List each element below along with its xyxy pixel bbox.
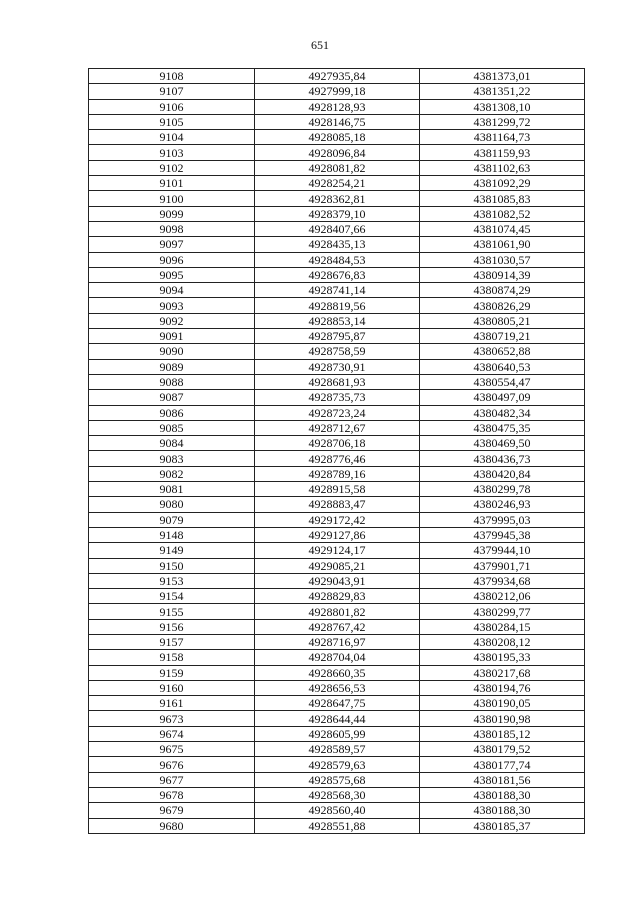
- x-coordinate-cell: 4928660,35: [255, 665, 420, 680]
- x-coordinate-cell: 4928085,18: [255, 130, 420, 145]
- y-coordinate-cell: 4381308,10: [420, 99, 585, 114]
- x-coordinate-cell: 4928915,58: [255, 482, 420, 497]
- y-coordinate-cell: 4379901,71: [420, 558, 585, 573]
- point-number-cell: 9084: [89, 436, 255, 451]
- y-coordinate-cell: 4381351,22: [420, 84, 585, 99]
- y-coordinate-cell: 4381159,93: [420, 145, 585, 160]
- table-row: [89, 589, 585, 604]
- point-number-cell: 9150: [89, 558, 255, 573]
- point-number-cell: 9149: [89, 543, 255, 558]
- point-number-cell: 9156: [89, 619, 255, 634]
- x-coordinate-cell: 4928883,47: [255, 497, 420, 512]
- table-row: [89, 650, 585, 665]
- point-number-cell: 9148: [89, 527, 255, 542]
- table-row: [89, 191, 585, 206]
- y-coordinate-cell: 4380190,98: [420, 711, 585, 726]
- y-coordinate-cell: 4380805,21: [420, 313, 585, 328]
- table-row: [89, 237, 585, 252]
- x-coordinate-cell: 4928575,68: [255, 772, 420, 787]
- table-row: [89, 742, 585, 757]
- point-number-cell: 9102: [89, 160, 255, 175]
- x-coordinate-cell: 4928254,21: [255, 176, 420, 191]
- y-coordinate-cell: 4380212,06: [420, 589, 585, 604]
- x-coordinate-cell: 4928704,04: [255, 650, 420, 665]
- x-coordinate-cell: 4928681,93: [255, 374, 420, 389]
- table-row: [89, 482, 585, 497]
- point-number-cell: 9087: [89, 390, 255, 405]
- table-row: [89, 99, 585, 114]
- x-coordinate-cell: 4928801,82: [255, 604, 420, 619]
- y-coordinate-cell: 4380185,12: [420, 726, 585, 741]
- table-row: [89, 206, 585, 221]
- point-number-cell: 9092: [89, 313, 255, 328]
- table-row: [89, 344, 585, 359]
- x-coordinate-cell: 4928723,24: [255, 405, 420, 420]
- x-coordinate-cell: 4928560,40: [255, 803, 420, 818]
- y-coordinate-cell: 4380217,68: [420, 665, 585, 680]
- y-coordinate-cell: 4381085,83: [420, 191, 585, 206]
- x-coordinate-cell: 4928589,57: [255, 742, 420, 757]
- x-coordinate-cell: 4928146,75: [255, 114, 420, 129]
- table-row: [89, 374, 585, 389]
- x-coordinate-cell: 4928819,56: [255, 298, 420, 313]
- point-number-cell: 9081: [89, 482, 255, 497]
- point-number-cell: 9675: [89, 742, 255, 757]
- x-coordinate-cell: 4928795,87: [255, 329, 420, 344]
- x-coordinate-cell: 4928767,42: [255, 619, 420, 634]
- y-coordinate-cell: 4380188,30: [420, 803, 585, 818]
- x-coordinate-cell: 4928741,14: [255, 283, 420, 298]
- y-coordinate-cell: 4379995,03: [420, 512, 585, 527]
- y-coordinate-cell: 4380420,84: [420, 466, 585, 481]
- y-coordinate-cell: 4381102,63: [420, 160, 585, 175]
- y-coordinate-cell: 4380179,52: [420, 742, 585, 757]
- page-number: 651: [311, 38, 329, 52]
- table-row: [89, 466, 585, 481]
- point-number-cell: 9090: [89, 344, 255, 359]
- table-row: [89, 221, 585, 236]
- x-coordinate-cell: 4928789,16: [255, 466, 420, 481]
- table-row: [89, 420, 585, 435]
- point-number-cell: 9083: [89, 451, 255, 466]
- x-coordinate-cell: 4928776,46: [255, 451, 420, 466]
- y-coordinate-cell: 4381164,73: [420, 130, 585, 145]
- y-coordinate-cell: 4379934,68: [420, 573, 585, 588]
- x-coordinate-cell: 4928676,83: [255, 267, 420, 282]
- table-row: [89, 527, 585, 542]
- x-coordinate-cell: 4928081,82: [255, 160, 420, 175]
- table-row: [89, 267, 585, 282]
- table-row: [89, 573, 585, 588]
- table-row: [89, 634, 585, 649]
- x-coordinate-cell: 4928758,59: [255, 344, 420, 359]
- point-number-cell: 9080: [89, 497, 255, 512]
- table-row: [89, 359, 585, 374]
- x-coordinate-cell: 4928829,83: [255, 589, 420, 604]
- point-number-cell: 9108: [89, 69, 255, 84]
- point-number-cell: 9100: [89, 191, 255, 206]
- x-coordinate-cell: 4928712,67: [255, 420, 420, 435]
- x-coordinate-cell: 4928605,99: [255, 726, 420, 741]
- table-row: [89, 543, 585, 558]
- table-row: [89, 451, 585, 466]
- point-number-cell: 9104: [89, 130, 255, 145]
- x-coordinate-cell: 4928706,18: [255, 436, 420, 451]
- x-coordinate-cell: 4928644,44: [255, 711, 420, 726]
- table-row: [89, 726, 585, 741]
- table-row: [89, 665, 585, 680]
- point-number-cell: 9094: [89, 283, 255, 298]
- point-number-cell: 9091: [89, 329, 255, 344]
- y-coordinate-cell: 4380284,15: [420, 619, 585, 634]
- table-row: [89, 772, 585, 787]
- point-number-cell: 9674: [89, 726, 255, 741]
- x-coordinate-cell: 4928096,84: [255, 145, 420, 160]
- x-coordinate-cell: 4929043,91: [255, 573, 420, 588]
- x-coordinate-cell: 4928716,97: [255, 634, 420, 649]
- y-coordinate-cell: 4380469,50: [420, 436, 585, 451]
- x-coordinate-cell: 4928435,13: [255, 237, 420, 252]
- table-row: [89, 390, 585, 405]
- table-row: [89, 696, 585, 711]
- table-row: [89, 145, 585, 160]
- x-coordinate-cell: 4928128,93: [255, 99, 420, 114]
- table-row: [89, 298, 585, 313]
- x-coordinate-cell: 4928656,53: [255, 680, 420, 695]
- point-number-cell: 9095: [89, 267, 255, 282]
- table-row: [89, 69, 585, 84]
- table-row: [89, 619, 585, 634]
- point-number-cell: 9680: [89, 818, 255, 833]
- y-coordinate-cell: 4380719,21: [420, 329, 585, 344]
- x-coordinate-cell: 4929172,42: [255, 512, 420, 527]
- point-number-cell: 9096: [89, 252, 255, 267]
- table-row: [89, 313, 585, 328]
- point-number-cell: 9677: [89, 772, 255, 787]
- table-row: [89, 558, 585, 573]
- table-body: [89, 69, 585, 834]
- y-coordinate-cell: 4380497,09: [420, 390, 585, 405]
- y-coordinate-cell: 4380185,37: [420, 818, 585, 833]
- y-coordinate-cell: 4380190,05: [420, 696, 585, 711]
- point-number-cell: 9153: [89, 573, 255, 588]
- table-row: [89, 680, 585, 695]
- y-coordinate-cell: 4381074,45: [420, 221, 585, 236]
- y-coordinate-cell: 4380194,76: [420, 680, 585, 695]
- y-coordinate-cell: 4380177,74: [420, 757, 585, 772]
- y-coordinate-cell: 4379944,10: [420, 543, 585, 558]
- y-coordinate-cell: 4380482,34: [420, 405, 585, 420]
- table-row: [89, 787, 585, 802]
- point-number-cell: 9676: [89, 757, 255, 772]
- coordinates-table: [88, 68, 585, 834]
- y-coordinate-cell: 4380246,93: [420, 497, 585, 512]
- table-row: [89, 160, 585, 175]
- table-row: [89, 114, 585, 129]
- table-row: [89, 757, 585, 772]
- table-row: [89, 803, 585, 818]
- table-row: [89, 711, 585, 726]
- table-row: [89, 252, 585, 267]
- x-coordinate-cell: 4928379,10: [255, 206, 420, 221]
- y-coordinate-cell: 4380554,47: [420, 374, 585, 389]
- x-coordinate-cell: 4929127,86: [255, 527, 420, 542]
- table-row: [89, 130, 585, 145]
- x-coordinate-cell: 4929085,21: [255, 558, 420, 573]
- y-coordinate-cell: 4381030,57: [420, 252, 585, 267]
- table-row: [89, 512, 585, 527]
- point-number-cell: 9079: [89, 512, 255, 527]
- point-number-cell: 9089: [89, 359, 255, 374]
- y-coordinate-cell: 4380299,78: [420, 482, 585, 497]
- y-coordinate-cell: 4380652,88: [420, 344, 585, 359]
- point-number-cell: 9160: [89, 680, 255, 695]
- x-coordinate-cell: 4927935,84: [255, 69, 420, 84]
- table-row: [89, 176, 585, 191]
- point-number-cell: 9155: [89, 604, 255, 619]
- table-row: [89, 283, 585, 298]
- point-number-cell: 9157: [89, 634, 255, 649]
- table-row: [89, 604, 585, 619]
- x-coordinate-cell: 4927999,18: [255, 84, 420, 99]
- y-coordinate-cell: 4380640,53: [420, 359, 585, 374]
- point-number-cell: 9097: [89, 237, 255, 252]
- x-coordinate-cell: 4928407,66: [255, 221, 420, 236]
- table-row: [89, 497, 585, 512]
- table-row: [89, 405, 585, 420]
- point-number-cell: 9159: [89, 665, 255, 680]
- y-coordinate-cell: 4380188,30: [420, 787, 585, 802]
- point-number-cell: 9158: [89, 650, 255, 665]
- y-coordinate-cell: 4380826,29: [420, 298, 585, 313]
- table-row: [89, 329, 585, 344]
- y-coordinate-cell: 4380914,39: [420, 267, 585, 282]
- y-coordinate-cell: 4380208,12: [420, 634, 585, 649]
- table-row: [89, 436, 585, 451]
- table-row: [89, 818, 585, 833]
- y-coordinate-cell: 4380181,56: [420, 772, 585, 787]
- point-number-cell: 9107: [89, 84, 255, 99]
- point-number-cell: 9101: [89, 176, 255, 191]
- point-number-cell: 9086: [89, 405, 255, 420]
- x-coordinate-cell: 4928568,30: [255, 787, 420, 802]
- x-coordinate-cell: 4929124,17: [255, 543, 420, 558]
- y-coordinate-cell: 4381092,29: [420, 176, 585, 191]
- x-coordinate-cell: 4928853,14: [255, 313, 420, 328]
- x-coordinate-cell: 4928362,81: [255, 191, 420, 206]
- table-row: [89, 84, 585, 99]
- y-coordinate-cell: 4380195,33: [420, 650, 585, 665]
- x-coordinate-cell: 4928579,63: [255, 757, 420, 772]
- y-coordinate-cell: 4380436,73: [420, 451, 585, 466]
- point-number-cell: 9088: [89, 374, 255, 389]
- point-number-cell: 9154: [89, 589, 255, 604]
- point-number-cell: 9093: [89, 298, 255, 313]
- point-number-cell: 9673: [89, 711, 255, 726]
- y-coordinate-cell: 4381373,01: [420, 69, 585, 84]
- y-coordinate-cell: 4379945,38: [420, 527, 585, 542]
- point-number-cell: 9103: [89, 145, 255, 160]
- y-coordinate-cell: 4381299,72: [420, 114, 585, 129]
- x-coordinate-cell: 4928735,73: [255, 390, 420, 405]
- x-coordinate-cell: 4928484,53: [255, 252, 420, 267]
- point-number-cell: 9678: [89, 787, 255, 802]
- point-number-cell: 9105: [89, 114, 255, 129]
- y-coordinate-cell: 4380874,29: [420, 283, 585, 298]
- point-number-cell: 9085: [89, 420, 255, 435]
- point-number-cell: 9098: [89, 221, 255, 236]
- y-coordinate-cell: 4380475,35: [420, 420, 585, 435]
- x-coordinate-cell: 4928551,88: [255, 818, 420, 833]
- y-coordinate-cell: 4381061,90: [420, 237, 585, 252]
- point-number-cell: 9082: [89, 466, 255, 481]
- x-coordinate-cell: 4928730,91: [255, 359, 420, 374]
- point-number-cell: 9679: [89, 803, 255, 818]
- y-coordinate-cell: 4380299,77: [420, 604, 585, 619]
- point-number-cell: 9099: [89, 206, 255, 221]
- point-number-cell: 9106: [89, 99, 255, 114]
- x-coordinate-cell: 4928647,75: [255, 696, 420, 711]
- y-coordinate-cell: 4381082,52: [420, 206, 585, 221]
- point-number-cell: 9161: [89, 696, 255, 711]
